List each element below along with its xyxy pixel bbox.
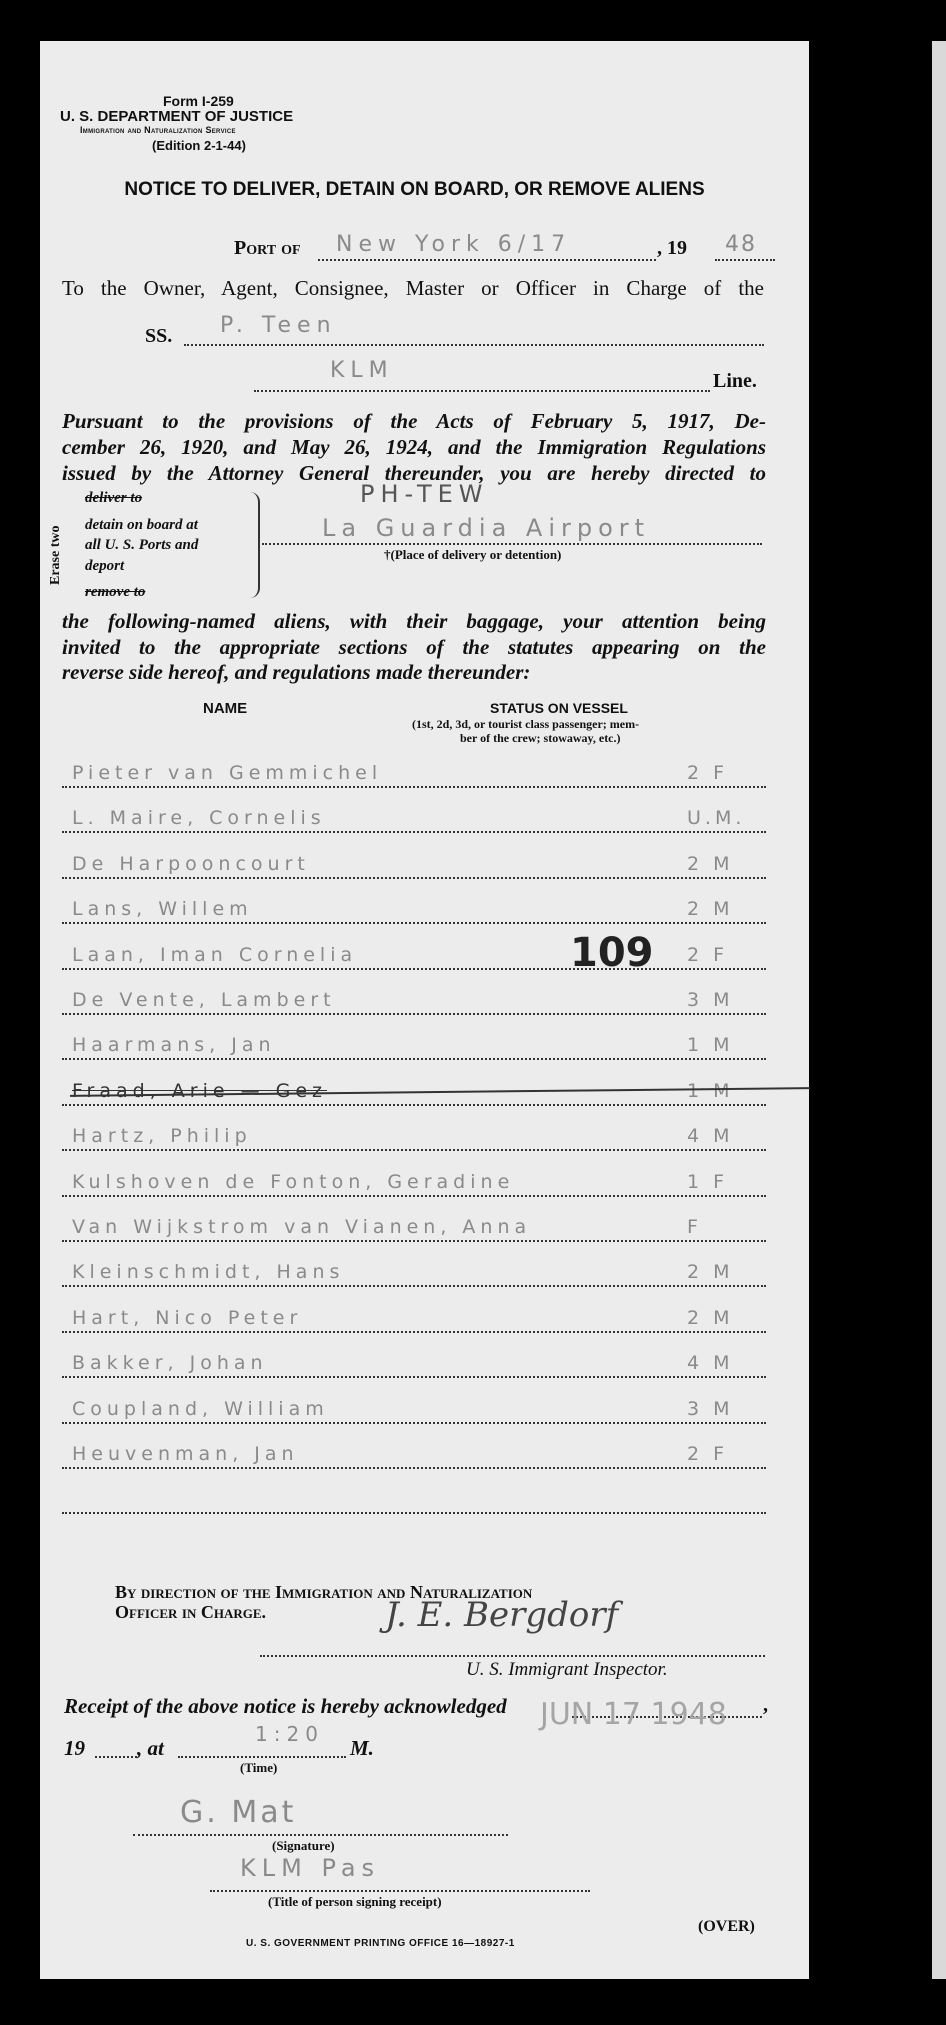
inspector-title: U. S. Immigrant Inspector. bbox=[466, 1659, 668, 1680]
receipt-title-line bbox=[210, 1890, 590, 1892]
option-remove-to: remove to bbox=[85, 584, 146, 600]
row-dotted-line bbox=[62, 831, 766, 833]
table-row bbox=[62, 805, 766, 833]
options-brace bbox=[250, 492, 260, 598]
alien-name: Hartz, Philip bbox=[72, 1125, 252, 1147]
paragraph-1-line-2: cember 26, 1920, and May 26, 1924, and the Immigration Regulations bbox=[62, 435, 766, 459]
row-dotted-line bbox=[62, 1376, 766, 1378]
row-dotted-line bbox=[62, 1285, 766, 1287]
status-subheader-1: (1st, 2d, 3d, or tourist class passenger; mem- bbox=[412, 717, 640, 731]
alien-status: 4 M bbox=[687, 1352, 734, 1374]
port-label: Port of bbox=[234, 237, 301, 259]
status-subheader-2: ber of the crew; stowaway, etc.) bbox=[460, 731, 621, 745]
year-value: 48 bbox=[725, 232, 757, 257]
title-caption: (Title of person signing receipt) bbox=[268, 1894, 442, 1909]
alien-name: Van Wijkstrom van Vianen, Anna bbox=[72, 1216, 532, 1238]
alien-status: 3 M bbox=[687, 989, 734, 1011]
alien-name: Bakker, Johan bbox=[72, 1352, 268, 1374]
alien-status: 2 F bbox=[687, 1443, 729, 1465]
alien-status: 1 M bbox=[687, 1034, 734, 1056]
port-line bbox=[318, 259, 656, 261]
row-dotted-line bbox=[62, 1058, 766, 1060]
row-dotted-line bbox=[62, 1331, 766, 1333]
stamp-number: 109 bbox=[570, 930, 654, 976]
receipt-stamp-date: JUN 17 1948 bbox=[540, 1697, 727, 1732]
table-row bbox=[62, 896, 766, 924]
alien-name: Coupland, William bbox=[72, 1398, 329, 1420]
alien-status: 2 M bbox=[687, 1307, 734, 1329]
receipt-comma: , bbox=[763, 1694, 768, 1716]
receipt-at-label: , at bbox=[137, 1736, 164, 1760]
inspector-line bbox=[260, 1655, 765, 1657]
row-dotted-line bbox=[62, 877, 766, 879]
place-caption: †(Place of delivery or detention) bbox=[384, 547, 562, 562]
erase-two-label: Erase two bbox=[48, 525, 63, 585]
alien-name: Hart, Nico Peter bbox=[72, 1307, 303, 1329]
port-value: New York 6/17 bbox=[336, 232, 572, 257]
row-dotted-line bbox=[62, 1512, 766, 1514]
alien-status: 2 M bbox=[687, 898, 734, 920]
table-row bbox=[62, 1486, 766, 1514]
receipt-signature-value: G. Mat bbox=[180, 1795, 297, 1830]
alien-status: 3 M bbox=[687, 1398, 734, 1420]
ship-value: P. Teen bbox=[220, 313, 337, 338]
table-row bbox=[62, 1214, 766, 1242]
table-row bbox=[62, 987, 766, 1015]
alien-name: Kulshoven de Fonton, Geradine bbox=[72, 1171, 515, 1193]
direction-line-1: By direction of the Immigration and Naturalization bbox=[115, 1582, 533, 1602]
alien-status: 2 F bbox=[687, 944, 729, 966]
table-row bbox=[62, 1032, 766, 1060]
alien-name: De Vente, Lambert bbox=[72, 989, 336, 1011]
row-dotted-line bbox=[62, 1467, 766, 1469]
ship-label: SS. bbox=[145, 325, 173, 347]
year-line bbox=[715, 259, 775, 261]
alien-name: Haarmans, Jan bbox=[72, 1034, 276, 1056]
row-dotted-line bbox=[62, 1422, 766, 1424]
table-row bbox=[62, 942, 766, 970]
alien-status: 4 M bbox=[687, 1125, 734, 1147]
row-dotted-line bbox=[62, 1149, 766, 1151]
alien-status: F bbox=[687, 1216, 702, 1238]
receipt-time-value: 1:20 bbox=[255, 1722, 324, 1746]
direction-line-2: Officer in Charge. bbox=[115, 1602, 267, 1622]
receipt-line: Receipt of the above notice is hereby acknowledged bbox=[64, 1694, 507, 1718]
place-line bbox=[262, 543, 762, 545]
receipt-time-line bbox=[178, 1756, 346, 1758]
receipt-year-line bbox=[95, 1756, 137, 1758]
row-dotted-line bbox=[62, 1240, 766, 1242]
receipt-year-label: 19 bbox=[64, 1736, 85, 1760]
alien-status: 1 M bbox=[687, 1080, 734, 1102]
printer-line: U. S. GOVERNMENT PRINTING OFFICE 16—18927-1 bbox=[246, 1938, 515, 1949]
table-row bbox=[62, 760, 766, 788]
shipline-value: KLM bbox=[330, 358, 394, 383]
alien-name: Fraad, Arie — Gez bbox=[72, 1080, 328, 1102]
table-row bbox=[62, 1350, 766, 1378]
status-header: STATUS ON VESSEL bbox=[490, 700, 628, 716]
alien-status: 2 M bbox=[687, 853, 734, 875]
shipline-line bbox=[254, 390, 710, 392]
row-dotted-line bbox=[62, 786, 766, 788]
alien-status: U.M. bbox=[687, 807, 746, 829]
option-detain: detain on board at bbox=[85, 517, 198, 533]
place-value-1: PH-TEW bbox=[360, 480, 489, 508]
option-all-ports: all U. S. Ports and bbox=[85, 537, 199, 553]
receipt-m-label: M. bbox=[350, 1736, 374, 1760]
alien-status: 2 F bbox=[687, 762, 729, 784]
alien-status: 1 F bbox=[687, 1171, 729, 1193]
service-name: Immigration and Naturalization Service bbox=[80, 125, 236, 135]
table-row bbox=[62, 851, 766, 879]
over-label: (OVER) bbox=[698, 1918, 755, 1935]
row-dotted-line bbox=[62, 1013, 766, 1015]
alien-name: De Harpooncourt bbox=[72, 853, 310, 875]
row-dotted-line bbox=[62, 1104, 766, 1106]
line-label: Line. bbox=[713, 370, 757, 392]
department-name: U. S. DEPARTMENT OF JUSTICE bbox=[60, 108, 294, 125]
year-prefix: , 19 bbox=[657, 237, 687, 259]
signature-caption: (Signature) bbox=[272, 1838, 335, 1853]
table-row bbox=[62, 1123, 766, 1151]
adjacent-page-edge bbox=[932, 41, 946, 1979]
alien-name: Lans, Willem bbox=[72, 898, 253, 920]
alien-name: Laan, Iman Cornelia bbox=[72, 944, 358, 966]
table-row bbox=[62, 1441, 766, 1469]
alien-name: Heuvenman, Jan bbox=[72, 1443, 299, 1465]
option-deliver-to: deliver to bbox=[85, 490, 143, 506]
option-deport: deport bbox=[85, 558, 125, 574]
table-row bbox=[62, 1259, 766, 1287]
row-dotted-line bbox=[62, 922, 766, 924]
name-header: NAME bbox=[203, 700, 248, 717]
table-row bbox=[62, 1305, 766, 1333]
address-line: To the Owner, Agent, Consignee, Master or Officer in Charge of the bbox=[62, 276, 764, 300]
paragraph-1-line-1: Pursuant to the provisions of the Acts of February 5, 1917, De- bbox=[62, 409, 766, 433]
time-caption: (Time) bbox=[240, 1760, 278, 1775]
alien-name: L. Maire, Cornelis bbox=[72, 807, 326, 829]
place-value-2: La Guardia Airport bbox=[322, 514, 651, 542]
form-number: Form I-259 bbox=[163, 93, 234, 109]
alien-name: Kleinschmidt, Hans bbox=[72, 1261, 345, 1283]
form-title: NOTICE TO DELIVER, DETAIN ON BOARD, OR REMOVE ALIENS bbox=[124, 179, 705, 200]
receipt-title-value: KLM Pas bbox=[240, 1854, 381, 1882]
alien-name: Pieter van Gemmichel bbox=[72, 762, 383, 784]
receipt-signature-line bbox=[133, 1834, 508, 1836]
row-dotted-line bbox=[62, 1195, 766, 1197]
paragraph-1-line-3: issued by the Attorney General thereunder, you are hereby directed to bbox=[62, 461, 766, 485]
table-row bbox=[62, 1169, 766, 1197]
paragraph-2-line-3: reverse side hereof, and regulations made thereunder: bbox=[62, 660, 531, 684]
ship-line bbox=[184, 344, 764, 346]
alien-status: 2 M bbox=[687, 1261, 734, 1283]
form-edition: (Edition 2-1-44) bbox=[152, 138, 246, 153]
row-dotted-line bbox=[62, 968, 766, 970]
table-row bbox=[62, 1396, 766, 1424]
paragraph-2-line-2: invited to the appropriate sections of the statutes appearing on the bbox=[62, 635, 766, 659]
inspector-signature: J. E. Bergdorf bbox=[385, 1595, 619, 1635]
paragraph-2-line-1: the following-named aliens, with their baggage, your attention being bbox=[62, 609, 766, 633]
